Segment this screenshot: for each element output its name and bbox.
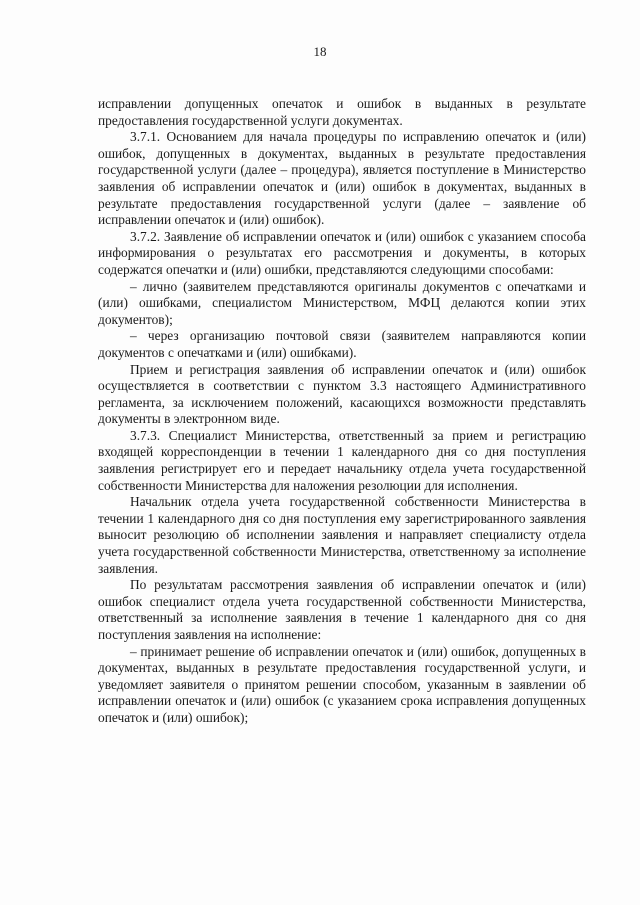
paragraph: 3.7.1. Основанием для начала процедуры по исправлению опечаток и (или) ошибок, допущенных в документах, выданных в результате предоставления государственной услуги (далее – процедура), является поступление в Министерство заявления об исправлении опечаток и (или) ошибок в документах, выданных в результате предоставления государственной услуги (далее – заявление об исправлении опечаток и (или) ошибок). — [98, 129, 586, 228]
paragraph: – через организацию почтовой связи (заявителем направляются копии документов с опечатками и (или) ошибками). — [98, 328, 586, 360]
page-number: 18 — [313, 44, 327, 59]
paragraph: – лично (заявителем представляются оригиналы документов с опечатками и (или) ошибками, специалистом Министерством, МФЦ делаются копии этих документов); — [98, 278, 586, 327]
paragraph: Прием и регистрация заявления об исправлении опечаток и (или) ошибок осуществляется в соответствии с пунктом 3.3 настоящего Административного регламента, за исключением положений, касающихся возможности представлять документы в электронном виде. — [98, 361, 586, 427]
paragraph: 3.7.3. Специалист Министерства, ответственный за прием и регистрацию входящей корреспонденции в течении 1 календарного дня со дня поступления заявления регистрирует его и передает начальнику отдела учета государственной собственности Министерства для наложения резолюции для исполнения. — [98, 427, 586, 493]
paragraph: исправлении допущенных опечаток и ошибок в выданных в результате предоставления государственной услуги документах. — [98, 96, 586, 128]
paragraph: По результатам рассмотрения заявления об исправлении опечаток и (или) ошибок специалист отдела учета государственной собственности Министерства, ответственный за исполнение заявления в течение 1 календарного дня со дня поступления заявления на исполнение: — [98, 577, 586, 642]
document-body — [98, 96, 586, 727]
paragraph: – принимает решение об исправлении опечаток и (или) ошибок, допущенных в документах, выданных в результате предоставления государственной услуги, и уведомляет заявителя о принятом решении способом, указанным в заявлении об исправлении опечаток и (или) ошибок (с указанием срока исправления допущенных опечаток и (или) ошибок); — [98, 643, 586, 725]
paragraph: Начальник отдела учета государственной собственности Министерства в течении 1 календарного дня со дня поступления ему зарегистрированного заявления выносит резолюцию об исполнении заявления и направляет специалисту отдела учета государственной собственности Министерства, ответственному за исполнение заявления. — [98, 494, 586, 576]
paragraph: 3.7.2. Заявление об исправлении опечаток и (или) ошибок с указанием способа информирования о результатах его рассмотрения и документы, в которых содержатся опечатки и (или) ошибки, представляются следующими способами: — [98, 228, 586, 277]
